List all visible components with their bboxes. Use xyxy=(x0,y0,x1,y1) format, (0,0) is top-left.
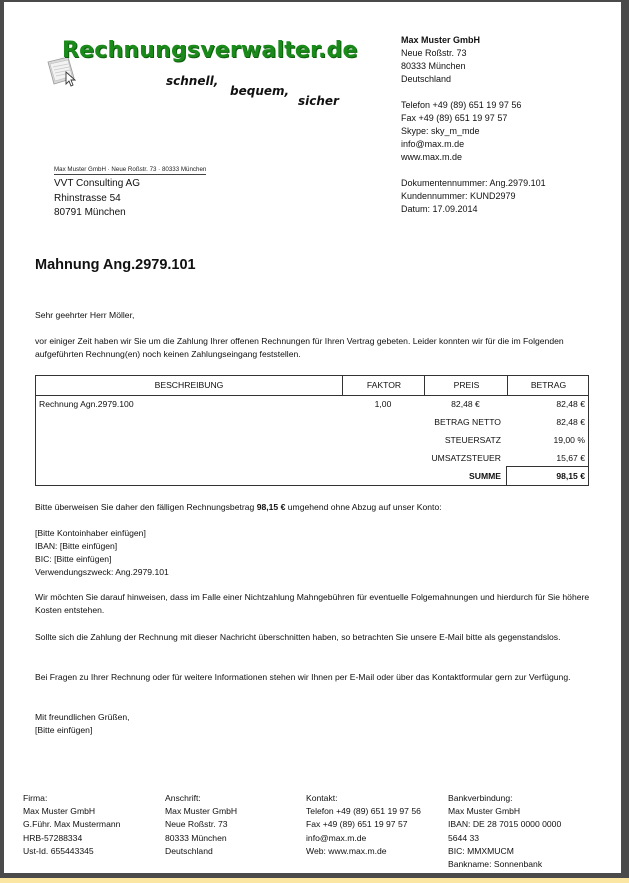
intro-paragraph: vor einiger Zeit haben wir Sie um die Zahlung Ihrer offenen Rechnungen für Ihren Vertrag gebeten. Leider konnten wir für die im Folgenden aufgeführten Rechnung(en) noch keinen Zahlungseingang feststellen. xyxy=(35,336,564,359)
viewer-bottom-strip xyxy=(0,878,629,883)
summary-value: 15,67 € xyxy=(556,453,585,463)
recipient-name: VVT Consulting AG xyxy=(54,178,140,189)
logo-slogan-3: sicher xyxy=(298,94,339,108)
summe-label: SUMME xyxy=(469,471,501,481)
footer-anschrift xyxy=(165,792,237,858)
customer-number: Kundennummer: KUND2979 xyxy=(401,191,516,201)
logo-title: Rechnungsverwalter.de xyxy=(62,38,358,63)
header-preis: PREIS xyxy=(424,376,508,395)
sender-email: info@max.m.de xyxy=(401,139,465,149)
footer-kontakt-line: info@max.m.de xyxy=(306,832,367,843)
payment-text-after: umgehend ohne Abzug auf unser Konto: xyxy=(285,502,442,512)
bic: BIC: [Bitte einfügen] xyxy=(35,554,112,564)
payment-reference: Verwendungszweck: Ang.2979.101 xyxy=(35,567,169,577)
return-address: Max Muster GmbH · Neue Roßstr. 73 · 80333 München xyxy=(54,166,207,173)
sender-country: Deutschland xyxy=(401,74,452,84)
company-logo xyxy=(38,32,358,117)
summary-label: UMSATZSTEUER xyxy=(431,453,501,463)
closing xyxy=(35,711,595,737)
account-holder: [Bitte Kontoinhaber einfügen] xyxy=(35,528,146,538)
logo-slogan-2: bequem, xyxy=(230,84,290,98)
table-header xyxy=(36,376,588,396)
row-preis: 82,48 € xyxy=(451,399,480,409)
header-betrag: BETRAG xyxy=(507,376,589,395)
recipient-street: Rhinstrasse 54 xyxy=(54,192,121,204)
footer-bank xyxy=(448,792,561,871)
footer-bank-line: BIC: MMXMUCM xyxy=(448,845,514,856)
document-title: Mahnung Ang.2979.101 xyxy=(35,257,196,273)
footer-bank-line: IBAN: DE 28 7015 0000 0000 xyxy=(448,819,562,830)
header-faktor: FAKTOR xyxy=(342,376,425,395)
signature: [Bitte einfügen] xyxy=(35,725,93,735)
notice-paragraph: Wir möchten Sie darauf hinweisen, dass im Falle einer Nichtzahlung Mahngebühren für eventuelle Folgemahnungen und hierdurch für Sie höhere Kosten entstehen. xyxy=(35,592,590,615)
footer-kontakt xyxy=(306,792,421,858)
footer-firma-line: Max Muster GmbH xyxy=(23,806,96,817)
row-betrag: 82,48 € xyxy=(556,399,585,409)
footer-bank-line: Max Muster GmbH xyxy=(448,806,521,817)
sender-phone: Telefon +49 (89) 651 19 97 56 xyxy=(401,100,522,110)
bank-details xyxy=(35,527,595,579)
closing-greeting: Mit freundlichen Grüßen, xyxy=(35,712,130,722)
footer-anschrift-line: 80333 München xyxy=(165,832,227,843)
row-faktor: 1,00 xyxy=(374,399,392,409)
iban: IBAN: [Bitte einfügen] xyxy=(35,541,118,551)
sender-block xyxy=(401,34,611,216)
footer-bank-line: 5644 33 xyxy=(448,832,480,843)
sender-street: Neue Roßstr. 73 xyxy=(401,48,467,58)
sender-fax: Fax +49 (89) 651 19 97 57 xyxy=(401,113,508,123)
row-beschreibung: Rechnung Agn.2979.100 xyxy=(39,399,134,409)
footer-kontakt-line: Fax +49 (89) 651 19 97 57 xyxy=(306,819,408,830)
summary-label: STEUERSATZ xyxy=(444,435,501,445)
footer-firma-line: Ust-Id. 655443345 xyxy=(23,845,94,856)
footer-anschrift-line: Max Muster GmbH xyxy=(165,806,238,817)
invoice-table xyxy=(35,375,589,486)
footer-bank-line: Bankname: Sonnenbank xyxy=(448,859,543,870)
document-date: Datum: 17.09.2014 xyxy=(401,204,478,214)
footer-firma-line: HRB-57288334 xyxy=(23,832,83,843)
footer-anschrift-line: Deutschland xyxy=(165,845,213,856)
document-page xyxy=(4,2,621,873)
recipient-city: 80791 München xyxy=(54,207,126,218)
footer-firma-line: G.Führ. Max Mustermann xyxy=(23,819,121,830)
summary-label: BETRAG NETTO xyxy=(434,417,501,427)
summary-value: 19,00 % xyxy=(553,435,585,445)
sender-skype: Skype: sky_m_mde xyxy=(401,126,480,136)
summary-value: 82,48 € xyxy=(556,417,585,427)
overlap-paragraph: Sollte sich die Zahlung der Rechnung mit dieser Nachricht überschnitten haben, so betrachten Sie unsere E-Mail bitte als gegenstandslos. xyxy=(35,632,561,642)
salutation: Sehr geehrter Herr Möller, xyxy=(35,310,135,320)
recipient-address xyxy=(54,177,140,221)
payment-amount: 98,15 € xyxy=(256,502,286,512)
questions-paragraph: Bei Fragen zu Ihrer Rechnung oder für weitere Informationen stehen wir Ihnen per E-Mail oder über das Kontaktformular gern zur Verfügung. xyxy=(35,672,571,682)
logo-slogan-1: schnell, xyxy=(166,74,219,88)
footer-bank-label: Bankverbindung: xyxy=(448,793,513,803)
footer-kontakt-line: Telefon +49 (89) 651 19 97 56 xyxy=(306,806,421,817)
footer-kontakt-label: Kontakt: xyxy=(306,793,338,803)
sender-city: 80333 München xyxy=(401,61,466,71)
document-number: Dokumentennummer: Ang.2979.101 xyxy=(401,178,546,188)
sender-web: www.max.m.de xyxy=(401,152,463,162)
payment-request xyxy=(35,501,595,514)
footer-anschrift-label: Anschrift: xyxy=(165,793,201,803)
footer-firma-label: Firma: xyxy=(23,793,48,803)
summe-value: 98,15 € xyxy=(556,471,585,481)
payment-text-before: Bitte überweisen Sie daher den fälligen Rechnungsbetrag xyxy=(35,502,257,512)
sender-company: Max Muster GmbH xyxy=(401,35,481,45)
footer-kontakt-line: Web: www.max.m.de xyxy=(306,845,387,856)
footer-anschrift-line: Neue Roßstr. 73 xyxy=(165,819,228,830)
header-beschreibung: BESCHREIBUNG xyxy=(154,380,224,390)
footer-firma xyxy=(23,792,120,858)
